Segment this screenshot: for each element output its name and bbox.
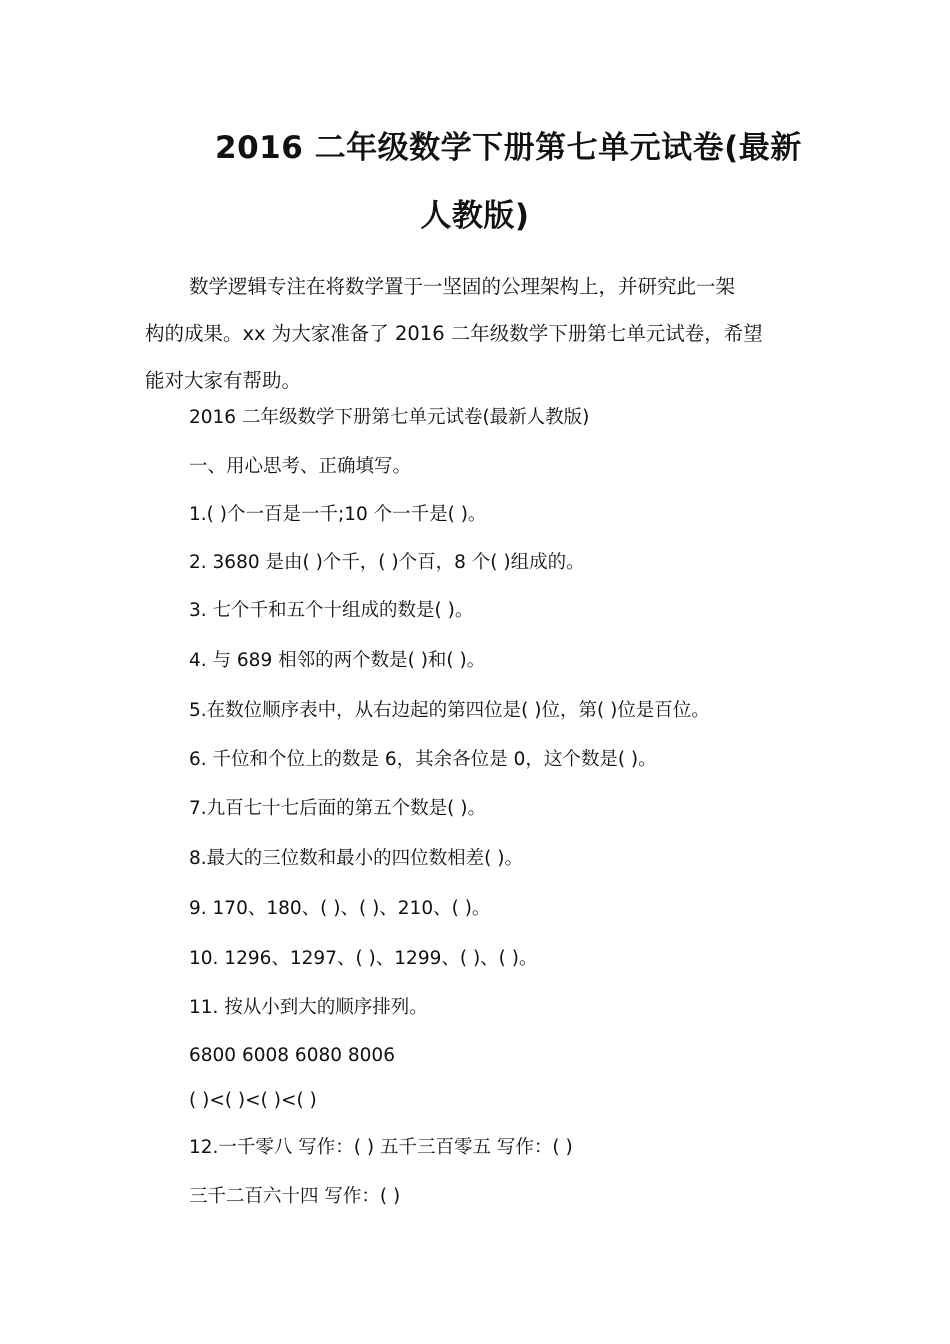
question-12: 12.一千零八 写作：( ) 五千三百零五 写作：( )	[189, 1137, 573, 1158]
question-6: 6. 千位和个位上的数是 6，其余各位是 0，这个数是( )。	[189, 749, 657, 770]
question-7: 7.九百七十七后面的第五个数是( )。	[189, 798, 486, 819]
question-3: 3. 七个千和五个十组成的数是( )。	[189, 600, 474, 621]
question-9: 9. 170、180、( )、( )、210、( )。	[189, 898, 491, 919]
intro-line-2: 构的成果。xx 为大家准备了 2016 二年级数学下册第七单元试卷，希望	[145, 322, 763, 345]
question-2: 2. 3680 是由( )个千，( )个百，8 个( )组成的。	[189, 552, 585, 573]
question-12-continued: 三千二百六十四 写作：( )	[189, 1186, 401, 1207]
intro-line-3: 能对大家有帮助。	[145, 369, 302, 392]
question-11-blanks: ( )<( )<( )<( )	[189, 1090, 317, 1111]
subtitle-line: 2016 二年级数学下册第七单元试卷(最新人教版)	[189, 407, 590, 428]
section-heading: 一、用心思考、正确填写。	[189, 456, 412, 477]
document-title-line-1: 2016 二年级数学下册第七单元试卷(最新	[215, 130, 802, 166]
question-11: 11. 按从小到大的顺序排列。	[189, 997, 428, 1018]
question-5: 5.在数位顺序表中，从右边起的第四位是( )位，第( )位是百位。	[189, 700, 710, 721]
question-8: 8.最大的三位数和最小的四位数相差( )。	[189, 848, 523, 869]
intro-paragraph	[145, 263, 815, 404]
question-4: 4. 与 689 相邻的两个数是( )和( )。	[189, 650, 486, 671]
question-10: 10. 1296、1297、( )、1299、( )、( )。	[189, 948, 538, 969]
document-title-line-2: 人教版)	[420, 198, 530, 234]
question-11-numbers: 6800 6008 6080 8006	[189, 1045, 395, 1066]
question-1: 1.( )个一百是一千;10 个一千是( )。	[189, 504, 487, 525]
intro-line-1: 数学逻辑专注在将数学置于一坚固的公理架构上，并研究此一架	[189, 275, 736, 298]
